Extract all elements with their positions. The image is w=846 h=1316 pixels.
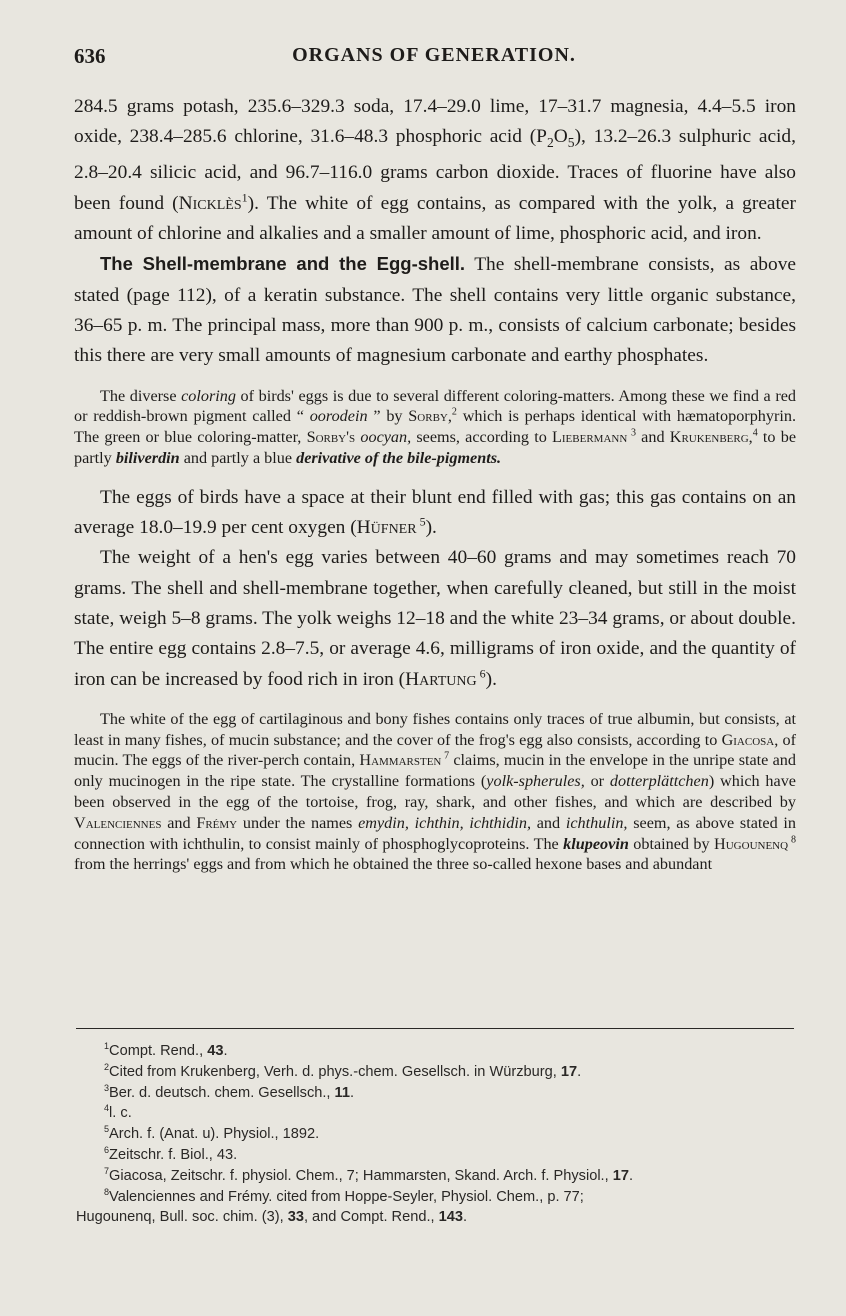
footnote-ref: 7	[441, 751, 450, 763]
footnote-1: $^1$Compt. Rend., 43.	[104, 1041, 228, 1059]
footnote-ref: 1	[241, 190, 248, 205]
author-name: Giacosa,	[721, 730, 779, 749]
footnote-3: $^3$Ber. d. deutsch. chem. Gesellsch., 11.	[104, 1082, 355, 1101]
page-number: 636	[74, 44, 106, 68]
author-name: Hammarsten	[359, 751, 442, 770]
footnote-ref: 2	[451, 406, 457, 418]
footnote-ref: 8	[788, 834, 796, 846]
footnotes	[76, 1041, 796, 1228]
footnote-7: $^7$Giacosa, Zeitschr. f. physiol. Chem., 7; Hammarsten, Skand. Arch. f. Physiol., 17.	[104, 1165, 634, 1184]
section-heading: The Shell-membrane and the Egg-shell.	[100, 253, 466, 275]
author-name: Hüfner	[356, 517, 417, 539]
author-name: Nicklès	[178, 192, 242, 214]
footnote-ref: 4	[752, 427, 758, 439]
footnote-6: $^6$Zeitschr. f. Biol., 43.	[104, 1145, 238, 1163]
footnote-8: $^8$Valenciennes and Frémy. cited from Hoppe-Seyler, Physiol. Chem., p. 77;	[104, 1186, 584, 1205]
author-name: Sorby's	[306, 428, 356, 447]
author-name: Krukenberg,	[669, 428, 753, 447]
footnote-ref: 5	[416, 514, 426, 529]
page-body	[74, 92, 796, 875]
paragraph-egg-gas: The eggs of birds have a space at their blunt end filled with gas; this gas contains on an average 18.0–19.9 per cent oxygen (Hüfner $^5$).	[74, 486, 796, 539]
paragraph-egg-coloring: The diverse coloring of birds' eggs is due to several different coloring-matters. Among these we find a red or reddish-brown pigment called “ oorodein ” by Sorby,$^2$ which is perhaps identical with hæmatoporphyrin. The green or blue coloring-matter, Sorby's oocyan, seems, according to Liebermann $^3$ and Krukenberg,$^4$ to be partly biliverdin and partly a blue derivative of the bile-pigments.	[74, 386, 797, 467]
paragraph-fish-eggs: The white of the egg of cartilaginous and bony fishes contains only traces of true albumin, but consists, at least in many fishes, of mucin substance; and the cover of the frog's egg also consists, according to Giacosa, of mucin. The eggs of the river-perch contain, Hammarsten $^7$ claims, mucin in the envelope in the unripe state and only mucinogen in the ripe state. The crystalline formations (yolk-spherules, or dotterplättchen) which have been observed in the egg of the tortoise, frog, ray, shark, and other fishes, and which are described by Valenciennes and Frémy under the names emydin, ichthin, ichthidin, and ichthulin, seem, as above stated in connection with ichthulin, to consist mainly of phosphoglycoproteins. The klupeovin obtained by Hugounenq $^8$ from the herrings' eggs and from which he obtained the three so-called hexone bases and abundant	[74, 709, 796, 874]
running-head: ORGANS OF GENERATION.	[292, 44, 576, 66]
paragraph-shell-membrane: The Shell-membrane and the Egg-shell. The shell-membrane consists, as above stated (page 112), of a keratin substance. The shell contains very little organic substance, 36–65 p. m. The principal mass, more than 900 p. m., consists of calcium carbonate; besides this there are very small amounts of magnesium carbonate and earthy phosphates.	[74, 253, 796, 367]
paragraph-ash-analysis: 284.5 grams potash, 235.6–329.3 soda, 17.4–29.0 lime, 17–31.7 magnesia, 4.4–5.5 iron oxide, 238.4–285.6 chlorine, 31.6–48.3 phosphoric acid $(P_2O_5)$, 13.2–26.3 sulphuric acid, 2.8–20.4 silicic acid, and 96.7–116.0 grams carbon dioxide. Traces of fluorine have also been found (Nicklès$^1$). The white of egg contains, as compared with the yolk, a greater amount of chlorine and alkalies and a smaller amount of lime, phosphoric acid, and iron.	[74, 96, 796, 245]
paragraph-egg-weight: The weight of a hen's egg varies between 40–60 grams and may sometimes reach 70 grams. The shell and shell-membrane together, when carefully cleaned, but still in the moist state, weigh 5–8 grams. The yolk weighs 12–18 and the white 23–34 grams, or about double. The entire egg contains 2.8–7.5, or average 4.6, milligrams of iron oxide, and the quantity of iron can be increased by food rich in iron (Hartung $^6$).	[74, 547, 796, 690]
footnote-ref: 3	[627, 427, 636, 439]
author-name: Hugounenq	[714, 834, 789, 853]
author-name: Liebermann	[552, 428, 628, 447]
footnote-4: $^4$l. c.	[104, 1103, 132, 1122]
author-name: Frémy	[196, 813, 238, 832]
author-name: Sorby,	[408, 407, 452, 426]
footnote-5: $^5$Arch. f. (Anat. u). Physiol., 1892.	[104, 1124, 320, 1143]
page-header	[74, 44, 794, 78]
author-name: Hartung	[405, 668, 477, 690]
footnote-8-continued: Hugounenq, Bull. soc. chim. (3), 33, and Compt. Rend., 143.	[76, 1209, 468, 1226]
footnote-2: $^2$Cited from Krukenberg, Verh. d. phys.-chem. Gesellsch. in Würzburg, 17.	[104, 1061, 582, 1080]
footnote-ref: 6	[476, 666, 486, 681]
footnote-divider	[76, 1028, 794, 1029]
author-name: Valenciennes	[74, 813, 162, 832]
